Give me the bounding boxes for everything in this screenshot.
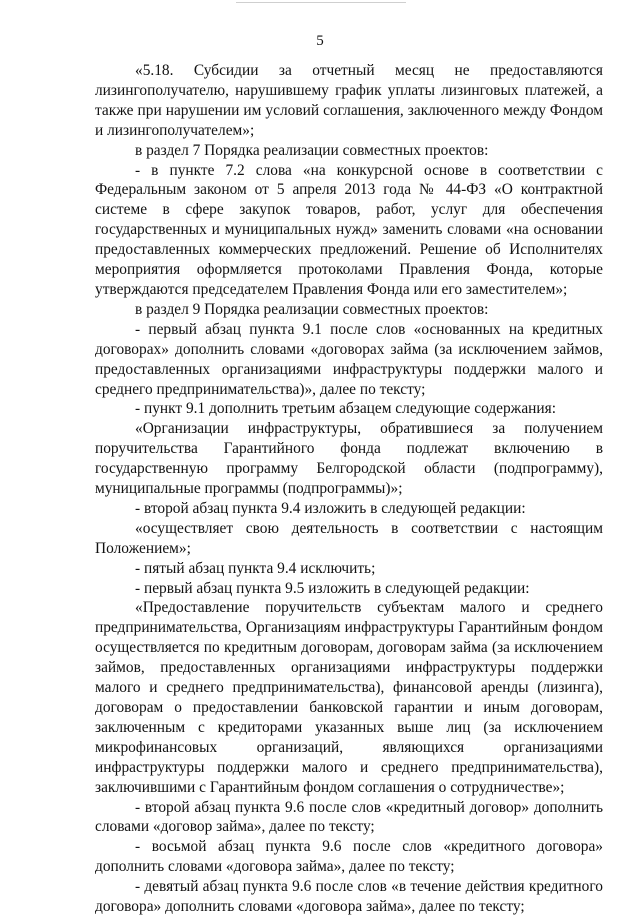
scan-edge-mark <box>236 2 406 13</box>
paragraph-5-18: «5.18. Субсидии за отчетный месяц не предоставляются лизингополучателю, нарушившему график уплаты лизинговых платежей, а также при нарушении им условий соглашения, заключенного между Фондом и лизингополучателем»; <box>95 62 603 139</box>
paragraph-9-5-quote: «Предоставление поручительств субъектам малого и среднего предпринимательства, Организациям инфраструктуры Гарантийным фондом осуществляется по кредитным договорам, договорам займа (за исключением займов, предоставленных организациями инфраструктуры поддержки малого и среднего предпринимательства), финансовой аренды (лизинга), договорам о предоставлении банковской гарантии и иным договорам, заключенным с кредиторами указанных выше лиц (за исключением микрофинансовых организаций, являющихся организациями инфраструктуры поддержки малого и среднего предпринимательства), заключившими с Гарантийным фондом соглашения о сотрудничестве»; <box>95 599 603 796</box>
paragraph-9-4-quote: «осуществляет свою деятельность в соответствии с настоящим Положением»; <box>95 519 603 557</box>
paragraph-9-1-third: - пункт 9.1 дополнить третьим абзацем следующие содержания: <box>135 400 556 418</box>
paragraph-9-6-ninth: - девятый абзац пункта 9.6 после слов «в течение действия кредитного договора» дополнить словами «договора займа», далее по тексту; <box>95 878 603 916</box>
paragraph-9-1-first: - первый абзац пункта 9.1 после слов «основанных на кредитных договорах» дополнить словами «договорах займа (за исключением займов, предоставленных организациями инфраструктуры поддержки малого и среднего предпринимательства)», далее по тексту; <box>95 320 603 398</box>
paragraph-organizations-quote: «Организации инфраструктуры, обратившиеся за получением поручительства Гарантийного фонда подлежат включению в государственную программу Белгородской области (подпрограмму), муниципальные программы (подпрограммы)»; <box>95 420 603 498</box>
paragraph-7-2: - в пункте 7.2 слова «на конкурсной основе в соответствии с Федеральным законом от 5 апреля 2013 года № 44-ФЗ «О контрактной системе в сфере закупок товаров, работ, услуг для обеспечения государственных и муниципальных нужд» заменить словами «на основании предоставленных коммерческих предложений. Решение об Исполнителях мероприятия оформляется протоколами Правления Фонда, которые утверждаются председателем Правления Фонда или его заместителем»; <box>95 161 603 298</box>
paragraph-9-6-second: - второй абзац пункта 9.6 после слов «кредитный договор» дополнить словами «договор займа», далее по тексту; <box>95 798 603 836</box>
paragraph-section-9-intro: в раздел 9 Порядка реализации совместных проектов: <box>135 300 489 318</box>
page-number: 5 <box>316 33 324 49</box>
paragraph-9-4-second: - второй абзац пункта 9.4 изложить в следующей редакции: <box>135 499 526 517</box>
paragraph-9-4-fifth: - пятый абзац пункта 9.4 исключить; <box>135 559 376 577</box>
paragraph-9-5-first: - первый абзац пункта 9.5 изложить в следующей редакции: <box>135 579 530 597</box>
paragraph-section-7-intro: в раздел 7 Порядка реализации совместных проектов: <box>135 141 489 159</box>
document-body <box>95 61 603 917</box>
paragraph-9-6-eighth: - восьмой абзац пункта 9.6 после слов «кредитного договора» дополнить словами «договора займа», далее по тексту; <box>95 838 603 876</box>
